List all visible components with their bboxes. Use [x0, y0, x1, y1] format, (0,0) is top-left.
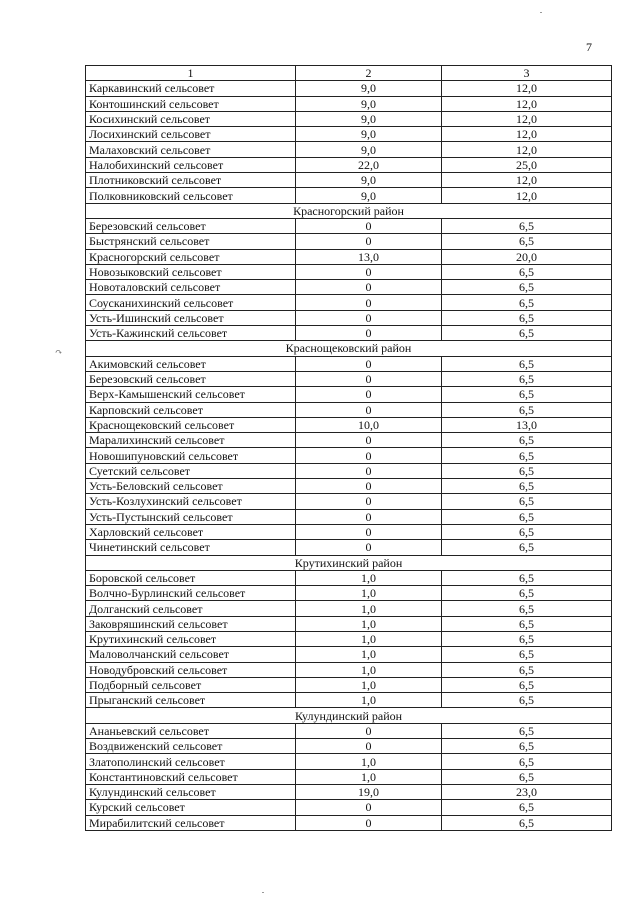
- value-col3-cell: 6,5: [442, 586, 612, 601]
- table-row: [86, 631, 612, 646]
- value-col2-cell: 0: [296, 433, 442, 448]
- table-row: [86, 570, 612, 585]
- value-col3-cell: 6,5: [442, 371, 612, 386]
- value-col3-cell: 6,5: [442, 601, 612, 616]
- value-col3-cell: 6,5: [442, 540, 612, 555]
- value-col2-cell: 0: [296, 815, 442, 830]
- council-name-cell: Мирабилитский сельсовет: [86, 815, 296, 830]
- council-name-cell: Лосихинский сельсовет: [86, 127, 296, 142]
- value-col3-cell: 6,5: [442, 463, 612, 478]
- value-col2-cell: 0: [296, 494, 442, 509]
- value-col3-cell: 6,5: [442, 662, 612, 677]
- table-row: [86, 448, 612, 463]
- council-name-cell: Чинетинский сельсовет: [86, 540, 296, 555]
- value-col2-cell: 1,0: [296, 601, 442, 616]
- council-name-cell: Контошинский сельсовет: [86, 96, 296, 111]
- council-name-cell: Верх-Камышенский сельсовет: [86, 387, 296, 402]
- table-row: [86, 479, 612, 494]
- value-col2-cell: 0: [296, 356, 442, 371]
- header-cell-1: 1: [86, 66, 296, 81]
- value-col2-cell: 1,0: [296, 586, 442, 601]
- table-row: [86, 815, 612, 830]
- value-col2-cell: 0: [296, 448, 442, 463]
- council-name-cell: Усть-Пустынский сельсовет: [86, 509, 296, 524]
- table-row: [86, 494, 612, 509]
- council-name-cell: Быстрянский сельсовет: [86, 234, 296, 249]
- table-row: [86, 754, 612, 769]
- council-name-cell: Краснощековский сельсовет: [86, 417, 296, 432]
- value-col2-cell: 0: [296, 371, 442, 386]
- table-row: [86, 524, 612, 539]
- table-row: [86, 693, 612, 708]
- value-col3-cell: 23,0: [442, 784, 612, 799]
- value-col3-cell: 13,0: [442, 417, 612, 432]
- value-col2-cell: 1,0: [296, 754, 442, 769]
- value-col2-cell: 0: [296, 800, 442, 815]
- table-row: [86, 81, 612, 96]
- council-name-cell: Налобихинский сельсовет: [86, 157, 296, 172]
- council-name-cell: Каркавинский сельсовет: [86, 81, 296, 96]
- table-row: [86, 234, 612, 249]
- value-col2-cell: 13,0: [296, 249, 442, 264]
- table-row: [86, 509, 612, 524]
- header-cell-3: 3: [442, 66, 612, 81]
- district-header-row: [86, 708, 612, 723]
- table-row: [86, 173, 612, 188]
- value-col3-cell: 6,5: [442, 356, 612, 371]
- council-name-cell: Березовский сельсовет: [86, 218, 296, 233]
- value-col2-cell: 1,0: [296, 616, 442, 631]
- council-name-cell: Полковниковский сельсовет: [86, 188, 296, 203]
- value-col3-cell: 25,0: [442, 157, 612, 172]
- value-col2-cell: 0: [296, 509, 442, 524]
- council-name-cell: Малаховский сельсовет: [86, 142, 296, 157]
- council-name-cell: Новошипуновский сельсовет: [86, 448, 296, 463]
- value-col2-cell: 0: [296, 234, 442, 249]
- table-row: [86, 616, 612, 631]
- value-col2-cell: 0: [296, 264, 442, 279]
- value-col3-cell: 6,5: [442, 616, 612, 631]
- value-col3-cell: 6,5: [442, 494, 612, 509]
- council-name-cell: Маловолчанский сельсовет: [86, 647, 296, 662]
- value-col2-cell: 19,0: [296, 784, 442, 799]
- value-col3-cell: 6,5: [442, 815, 612, 830]
- table-row: [86, 723, 612, 738]
- value-col3-cell: 6,5: [442, 264, 612, 279]
- data-table: [85, 65, 612, 831]
- value-col2-cell: 0: [296, 479, 442, 494]
- value-col3-cell: 12,0: [442, 81, 612, 96]
- table-row: [86, 280, 612, 295]
- value-col3-cell: 6,5: [442, 754, 612, 769]
- value-col2-cell: 9,0: [296, 173, 442, 188]
- table-row: [86, 769, 612, 784]
- table-row: [86, 800, 612, 815]
- value-col2-cell: 0: [296, 723, 442, 738]
- table-row: [86, 356, 612, 371]
- council-name-cell: Косихинский сельсовет: [86, 111, 296, 126]
- table-row: [86, 295, 612, 310]
- value-col2-cell: 9,0: [296, 188, 442, 203]
- council-name-cell: Боровской сельсовет: [86, 570, 296, 585]
- value-col3-cell: 6,5: [442, 524, 612, 539]
- value-col2-cell: 0: [296, 387, 442, 402]
- table-body: [86, 66, 612, 831]
- value-col3-cell: 6,5: [442, 479, 612, 494]
- table-row: [86, 402, 612, 417]
- council-name-cell: Кулундинский сельсовет: [86, 784, 296, 799]
- value-col2-cell: 1,0: [296, 647, 442, 662]
- council-name-cell: Суетский сельсовет: [86, 463, 296, 478]
- value-col2-cell: 9,0: [296, 81, 442, 96]
- table-row: [86, 677, 612, 692]
- table-row: [86, 387, 612, 402]
- council-name-cell: Усть-Кажинский сельсовет: [86, 326, 296, 341]
- table-row: [86, 188, 612, 203]
- value-col3-cell: 12,0: [442, 127, 612, 142]
- council-name-cell: Курский сельсовет: [86, 800, 296, 815]
- value-col3-cell: 6,5: [442, 280, 612, 295]
- value-col3-cell: 6,5: [442, 448, 612, 463]
- value-col2-cell: 0: [296, 402, 442, 417]
- value-col2-cell: 0: [296, 310, 442, 325]
- council-name-cell: Новоталовский сельсовет: [86, 280, 296, 295]
- value-col2-cell: 22,0: [296, 157, 442, 172]
- council-name-cell: Златополинский сельсовет: [86, 754, 296, 769]
- page-number: 7: [586, 40, 592, 54]
- council-name-cell: Заковряшинский сельсовет: [86, 616, 296, 631]
- table-row: [86, 249, 612, 264]
- council-name-cell: Прыганский сельсовет: [86, 693, 296, 708]
- table-row: [86, 218, 612, 233]
- table-row: [86, 111, 612, 126]
- table-row: [86, 601, 612, 616]
- council-name-cell: Долганский сельсовет: [86, 601, 296, 616]
- council-name-cell: Плотниковский сельсовет: [86, 173, 296, 188]
- table-row: [86, 784, 612, 799]
- table-row: [86, 157, 612, 172]
- value-col3-cell: 6,5: [442, 234, 612, 249]
- table-row: [86, 433, 612, 448]
- scan-mark: [262, 892, 264, 893]
- value-col2-cell: 1,0: [296, 677, 442, 692]
- district-name: Красногорский район: [86, 203, 612, 218]
- table-row: [86, 540, 612, 555]
- scan-mark: [540, 12, 542, 13]
- value-col2-cell: 1,0: [296, 769, 442, 784]
- value-col3-cell: 6,5: [442, 800, 612, 815]
- value-col3-cell: 6,5: [442, 647, 612, 662]
- council-name-cell: Новодубровский сельсовет: [86, 662, 296, 677]
- value-col2-cell: 9,0: [296, 127, 442, 142]
- value-col2-cell: 0: [296, 540, 442, 555]
- council-name-cell: Акимовский сельсовет: [86, 356, 296, 371]
- value-col3-cell: 12,0: [442, 96, 612, 111]
- value-col3-cell: 6,5: [442, 739, 612, 754]
- value-col2-cell: 0: [296, 295, 442, 310]
- council-name-cell: Новозыковский сельсовет: [86, 264, 296, 279]
- value-col3-cell: 20,0: [442, 249, 612, 264]
- value-col2-cell: 0: [296, 524, 442, 539]
- value-col2-cell: 0: [296, 326, 442, 341]
- header-cell-2: 2: [296, 66, 442, 81]
- council-name-cell: Усть-Беловский сельсовет: [86, 479, 296, 494]
- scan-mark: ↷: [55, 347, 63, 357]
- value-col2-cell: 0: [296, 463, 442, 478]
- value-col3-cell: 6,5: [442, 693, 612, 708]
- value-col3-cell: 12,0: [442, 188, 612, 203]
- value-col3-cell: 6,5: [442, 570, 612, 585]
- value-col2-cell: 0: [296, 739, 442, 754]
- value-col2-cell: 1,0: [296, 693, 442, 708]
- value-col3-cell: 6,5: [442, 218, 612, 233]
- value-col3-cell: 6,5: [442, 631, 612, 646]
- council-name-cell: Воздвиженский сельсовет: [86, 739, 296, 754]
- district-name: Крутихинский район: [86, 555, 612, 570]
- table-row: [86, 127, 612, 142]
- district-header-row: [86, 555, 612, 570]
- value-col2-cell: 9,0: [296, 111, 442, 126]
- value-col3-cell: 6,5: [442, 433, 612, 448]
- council-name-cell: Усть-Козлухинский сельсовет: [86, 494, 296, 509]
- district-header-row: [86, 341, 612, 356]
- value-col2-cell: 10,0: [296, 417, 442, 432]
- value-col3-cell: 6,5: [442, 769, 612, 784]
- value-col2-cell: 1,0: [296, 662, 442, 677]
- value-col3-cell: 12,0: [442, 142, 612, 157]
- value-col3-cell: 6,5: [442, 402, 612, 417]
- value-col2-cell: 0: [296, 218, 442, 233]
- council-name-cell: Подборный сельсовет: [86, 677, 296, 692]
- value-col3-cell: 6,5: [442, 387, 612, 402]
- value-col2-cell: 1,0: [296, 570, 442, 585]
- council-name-cell: Усть-Ишинский сельсовет: [86, 310, 296, 325]
- council-name-cell: Ананьевский сельсовет: [86, 723, 296, 738]
- value-col2-cell: 9,0: [296, 142, 442, 157]
- council-name-cell: Крутихинский сельсовет: [86, 631, 296, 646]
- district-name: Кулундинский район: [86, 708, 612, 723]
- table-row: [86, 662, 612, 677]
- value-col3-cell: 6,5: [442, 723, 612, 738]
- table-row: [86, 371, 612, 386]
- council-name-cell: Березовский сельсовет: [86, 371, 296, 386]
- value-col3-cell: 12,0: [442, 173, 612, 188]
- council-name-cell: Волчно-Бурлинский сельсовет: [86, 586, 296, 601]
- district-name: Краснощековский район: [86, 341, 612, 356]
- table-row: [86, 647, 612, 662]
- council-name-cell: Харловский сельсовет: [86, 524, 296, 539]
- value-col2-cell: 0: [296, 280, 442, 295]
- value-col2-cell: 9,0: [296, 96, 442, 111]
- value-col3-cell: 6,5: [442, 509, 612, 524]
- table-row: [86, 417, 612, 432]
- district-header-row: [86, 203, 612, 218]
- value-col2-cell: 1,0: [296, 631, 442, 646]
- value-col3-cell: 6,5: [442, 310, 612, 325]
- council-name-cell: Красногорский сельсовет: [86, 249, 296, 264]
- table-row: [86, 586, 612, 601]
- table-row: [86, 326, 612, 341]
- council-name-cell: Константиновский сельсовет: [86, 769, 296, 784]
- value-col3-cell: 6,5: [442, 295, 612, 310]
- value-col3-cell: 6,5: [442, 326, 612, 341]
- table-row: [86, 310, 612, 325]
- table-row: [86, 463, 612, 478]
- value-col3-cell: 12,0: [442, 111, 612, 126]
- table-row: [86, 739, 612, 754]
- table-row: [86, 96, 612, 111]
- table-row: [86, 264, 612, 279]
- council-name-cell: Маралихинский сельсовет: [86, 433, 296, 448]
- council-name-cell: Соусканихинский сельсовет: [86, 295, 296, 310]
- table-header-row: [86, 66, 612, 81]
- council-name-cell: Карповский сельсовет: [86, 402, 296, 417]
- value-col3-cell: 6,5: [442, 677, 612, 692]
- table-row: [86, 142, 612, 157]
